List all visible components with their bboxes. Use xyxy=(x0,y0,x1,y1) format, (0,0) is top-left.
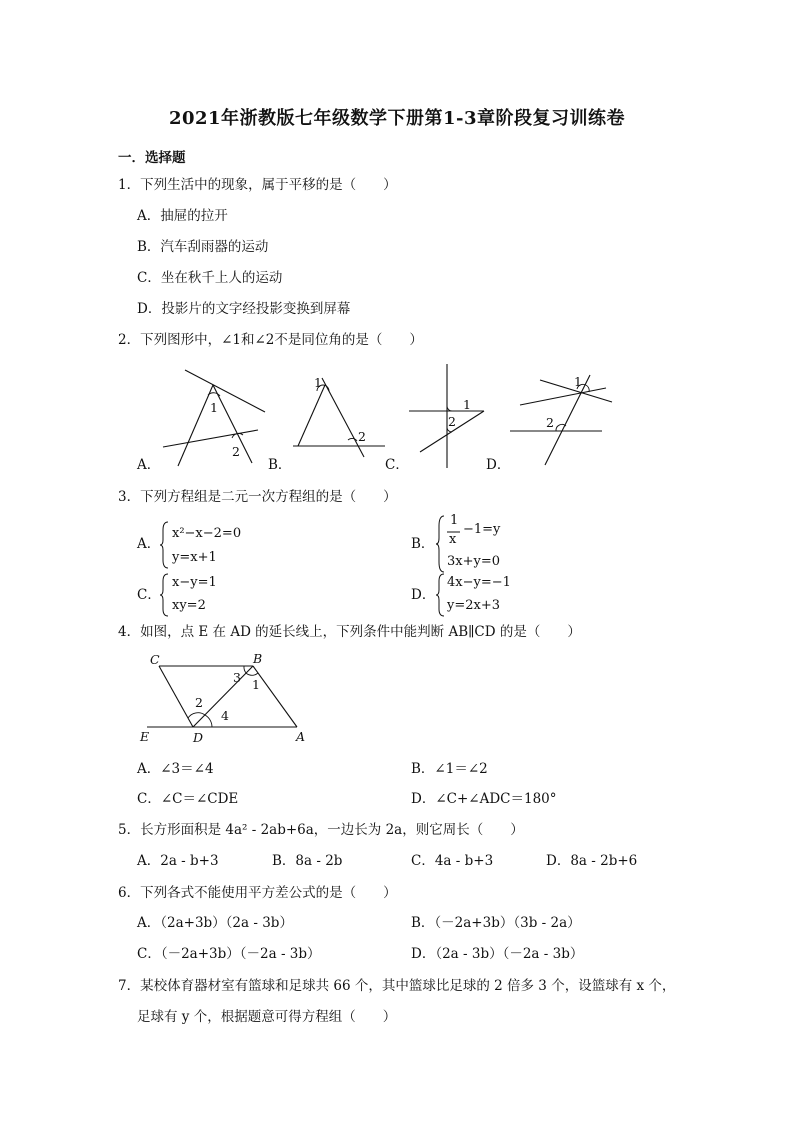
q5-option-b: B．8a - 2b xyxy=(272,853,343,869)
q6-option-b: B．（－2a+3b）（3b - 2a） xyxy=(411,915,581,931)
q1-stem: 1．下列生活中的现象，属于平移的是（ ） xyxy=(118,177,397,193)
q3-option-c-label: C． xyxy=(137,587,161,603)
q6-stem: 6．下列各式不能使用平方差公式的是（ ） xyxy=(118,885,397,901)
q5-option-a: A．2a - b+3 xyxy=(137,853,219,869)
q3d-eq1: 4x−y=−1 xyxy=(447,575,511,590)
q3-option-b-label: B． xyxy=(411,536,435,552)
q3b-eq1-rest: −1=y xyxy=(463,522,501,537)
q7-stem-line1: 7．某校体育器材室有篮球和足球共 66 个，其中篮球比足球的 2 倍多 3 个，设篮球有 x 个， xyxy=(118,978,676,994)
q4-angle-3: 3 xyxy=(233,670,241,685)
q6-option-c: C．（－2a+3b）（－2a - 3b） xyxy=(137,946,321,962)
q4-point-d: D xyxy=(193,730,204,745)
q2-label-b: B． xyxy=(268,457,292,473)
q4-point-e: E xyxy=(140,729,150,744)
q4-point-a: A xyxy=(296,729,306,744)
q2d-angle-1: 1 xyxy=(574,374,582,389)
q2-label-c: C． xyxy=(385,457,409,473)
q3-stem: 3．下列方程组是二元一次方程组的是（ ） xyxy=(118,489,397,505)
q4-option-a: A．∠3＝∠4 xyxy=(137,761,214,777)
q6-option-d: D．（2a - 3b）（－2a - 3b） xyxy=(411,946,584,962)
q4-angle-2: 2 xyxy=(195,695,203,710)
q3c-eq1: x−y=1 xyxy=(172,575,217,590)
q3b-eq2: 3x+y=0 xyxy=(447,554,501,569)
q3b-fraction-denominator: x xyxy=(449,532,457,547)
section-heading: 一．选择题 xyxy=(118,150,186,166)
q3d-eq2: y=2x+3 xyxy=(447,598,501,613)
q2d-angle-2: 2 xyxy=(546,415,554,430)
q3a-eq2: y=x+1 xyxy=(172,550,217,565)
q2a-angle-1: 1 xyxy=(210,400,218,415)
q2-stem: 2．下列图形中，∠1和∠2不是同位角的是（ ） xyxy=(118,332,423,348)
q3b-fraction-numerator: 1 xyxy=(450,513,459,528)
q1-option-d: D．投影片的文字经投影变换到屏幕 xyxy=(137,301,351,317)
q2c-angle-2: 2 xyxy=(448,414,456,429)
q2-label-d: D． xyxy=(486,457,511,473)
q4-angle-4: 4 xyxy=(221,708,229,723)
q3-option-a-label: A． xyxy=(137,536,161,552)
q4-option-b: B．∠1＝∠2 xyxy=(411,761,488,777)
q1-option-a: A．抽屉的拉开 xyxy=(137,208,228,224)
q1-option-c: C．坐在秋千上人的运动 xyxy=(137,270,283,286)
q2-label-a: A． xyxy=(137,457,161,473)
q2b-angle-1: 1 xyxy=(314,375,322,390)
q4-option-c: C．∠C＝∠CDE xyxy=(137,791,239,807)
page-title: 2021年浙教版七年级数学下册第1-3章阶段复习训练卷 xyxy=(168,108,626,129)
q2c-angle-1: 1 xyxy=(463,397,471,412)
q4-point-b: B xyxy=(253,651,263,666)
q3a-eq1: x²−x−2=0 xyxy=(172,526,242,541)
q1-option-b: B．汽车刮雨器的运动 xyxy=(137,239,269,255)
q6-option-a: A．（2a+3b）（2a - 3b） xyxy=(137,915,293,931)
q4-option-d: D．∠C+∠ADC＝180° xyxy=(411,791,557,807)
q4-point-c: C xyxy=(150,652,160,667)
q3c-eq2: xy=2 xyxy=(172,598,206,613)
q2a-angle-2: 2 xyxy=(232,444,240,459)
q5-option-d: D．8a - 2b+6 xyxy=(546,853,638,869)
q5-option-c: C．4a - b+3 xyxy=(411,853,494,869)
q4-angle-1: 1 xyxy=(252,677,260,692)
q4-stem: 4．如图，点 E 在 AD 的延长线上，下列条件中能判断 AB∥CD 的是（ ） xyxy=(118,624,581,640)
q7-stem-line2: 足球有 y 个，根据题意可得方程组（ ） xyxy=(137,1009,397,1025)
q2b-angle-2: 2 xyxy=(358,429,366,444)
q3-option-d-label: D． xyxy=(411,587,436,603)
q5-stem: 5．长方形面积是 4a² - 2ab+6a，一边长为 2a，则它周长（ ） xyxy=(118,822,524,838)
